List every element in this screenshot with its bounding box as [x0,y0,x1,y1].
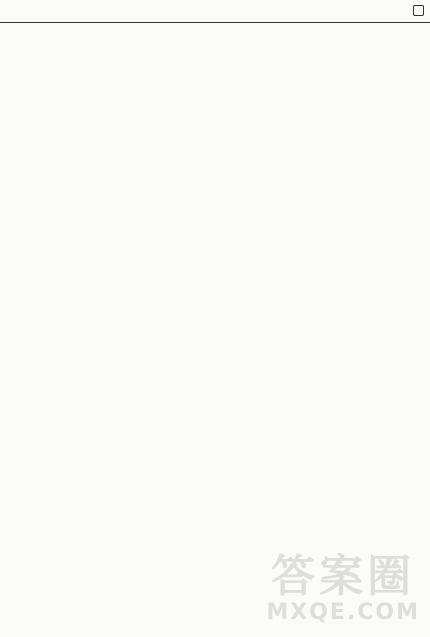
document-body [0,24,430,27]
watermark-logo: 答案圈 MXQE.COM [266,551,420,625]
page-header [0,0,430,23]
bookmark-icon [413,5,424,16]
